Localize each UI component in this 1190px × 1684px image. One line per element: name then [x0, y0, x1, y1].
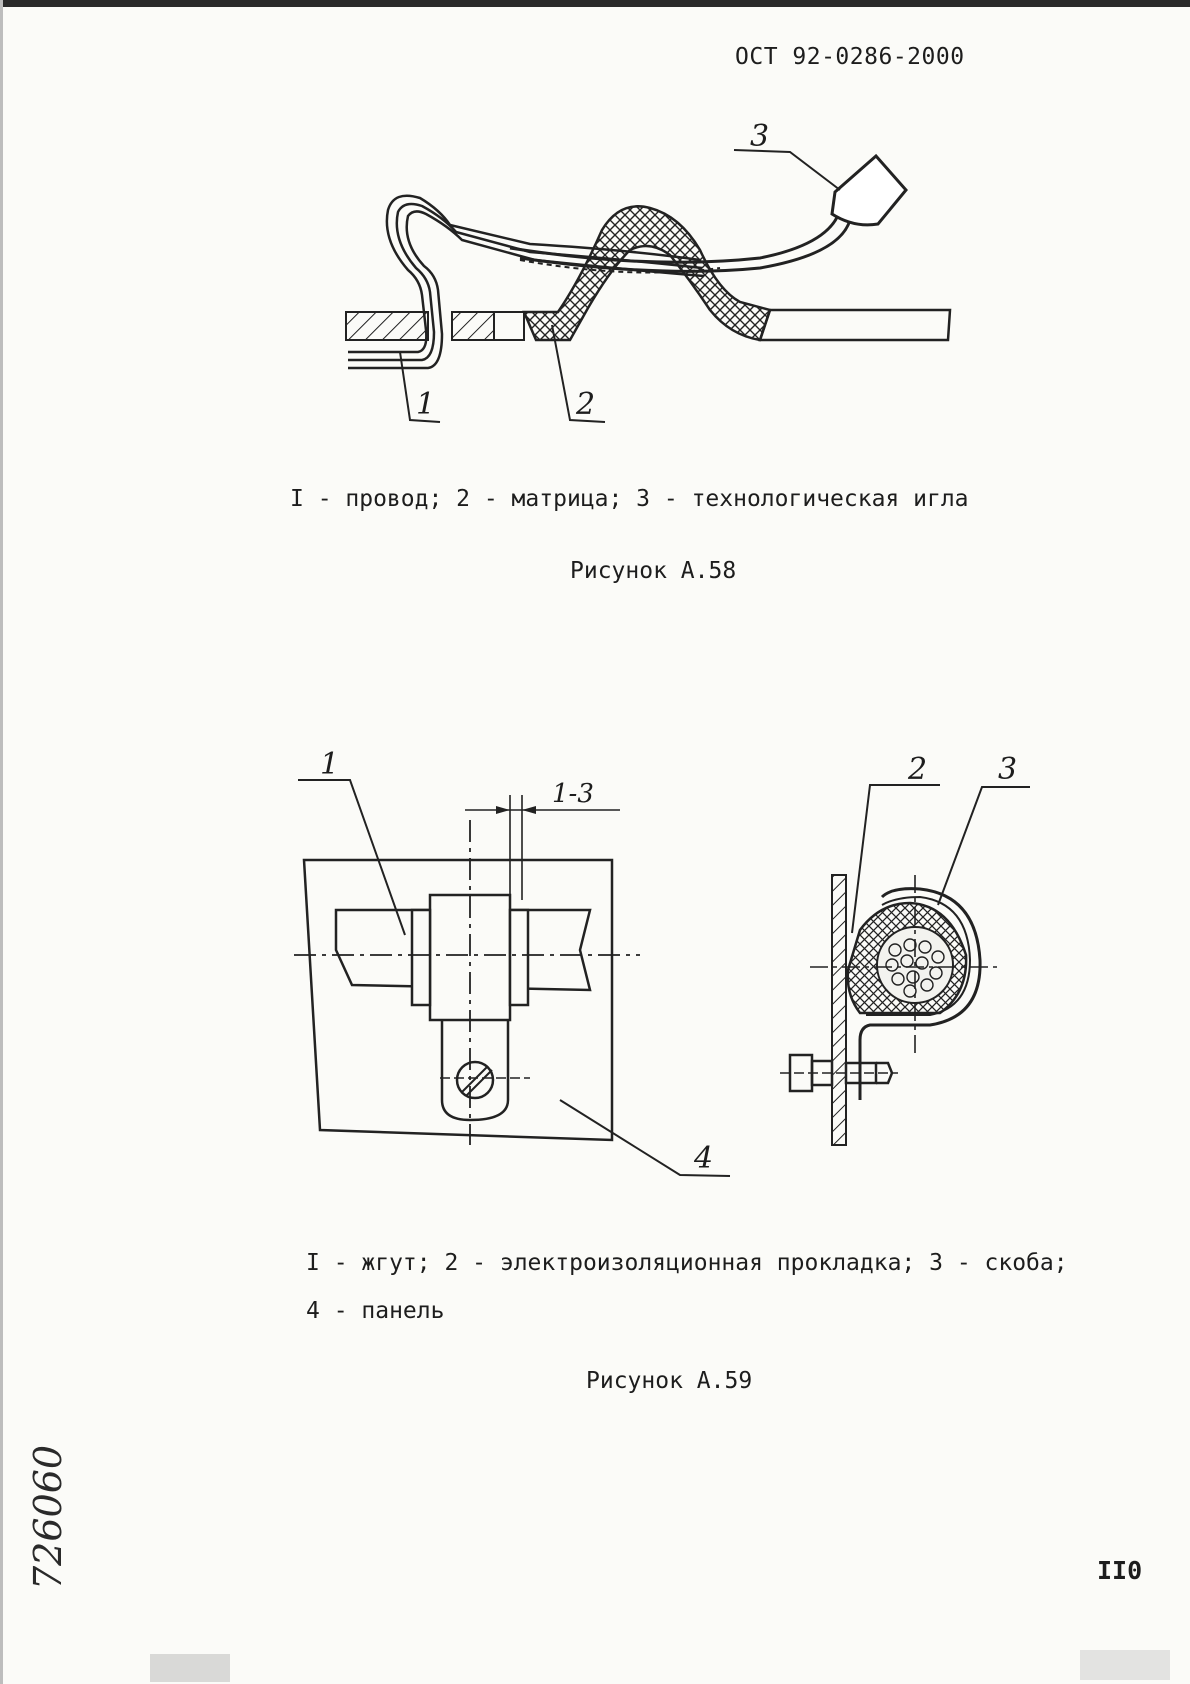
left-edge-line	[0, 0, 3, 1684]
leader-3	[938, 787, 1030, 905]
figure-a58-title: Рисунок А.58	[570, 558, 737, 584]
panel-section-left	[346, 312, 428, 340]
callout-3: 3	[998, 752, 1018, 787]
figure-a59-front-view	[290, 747, 740, 1180]
leader-3	[734, 150, 840, 190]
figure-a59-caption-line2: 4 - панель	[306, 1298, 445, 1324]
clamp-tab	[442, 1020, 508, 1120]
figure-a58-drawing	[330, 120, 980, 440]
inventory-number: 726060	[26, 1444, 70, 1590]
callout-1: 1	[320, 747, 340, 782]
scan-noise	[0, 1644, 1190, 1684]
callout-2: 2	[576, 387, 596, 422]
page-number: II0	[1097, 1556, 1143, 1585]
panel-section-right	[760, 310, 950, 340]
callout-1: 1	[416, 387, 436, 422]
document-code: ОСТ 92-0286-2000	[735, 44, 965, 70]
panel-plate	[832, 875, 846, 1145]
callout-3: 3	[750, 119, 770, 154]
callout-4: 4	[694, 1141, 714, 1176]
figure-a59-caption-line1: I - жгут; 2 - электроизоляционная прокладка; 3 - скоба;	[306, 1250, 1068, 1276]
dimension-label: 1-3	[552, 779, 594, 809]
figure-a58-caption: I - провод; 2 - матрица; 3 - технологическая игла	[290, 486, 969, 512]
figure-a59-section-view	[770, 752, 1050, 1155]
panel-section-gap	[494, 312, 524, 340]
top-edge-line	[0, 0, 1190, 7]
leader-1	[298, 780, 405, 935]
figure-a59-title: Рисунок А.59	[586, 1368, 753, 1394]
needle-handle	[832, 156, 906, 225]
panel-section-mid	[452, 312, 494, 340]
callout-2: 2	[908, 752, 928, 787]
